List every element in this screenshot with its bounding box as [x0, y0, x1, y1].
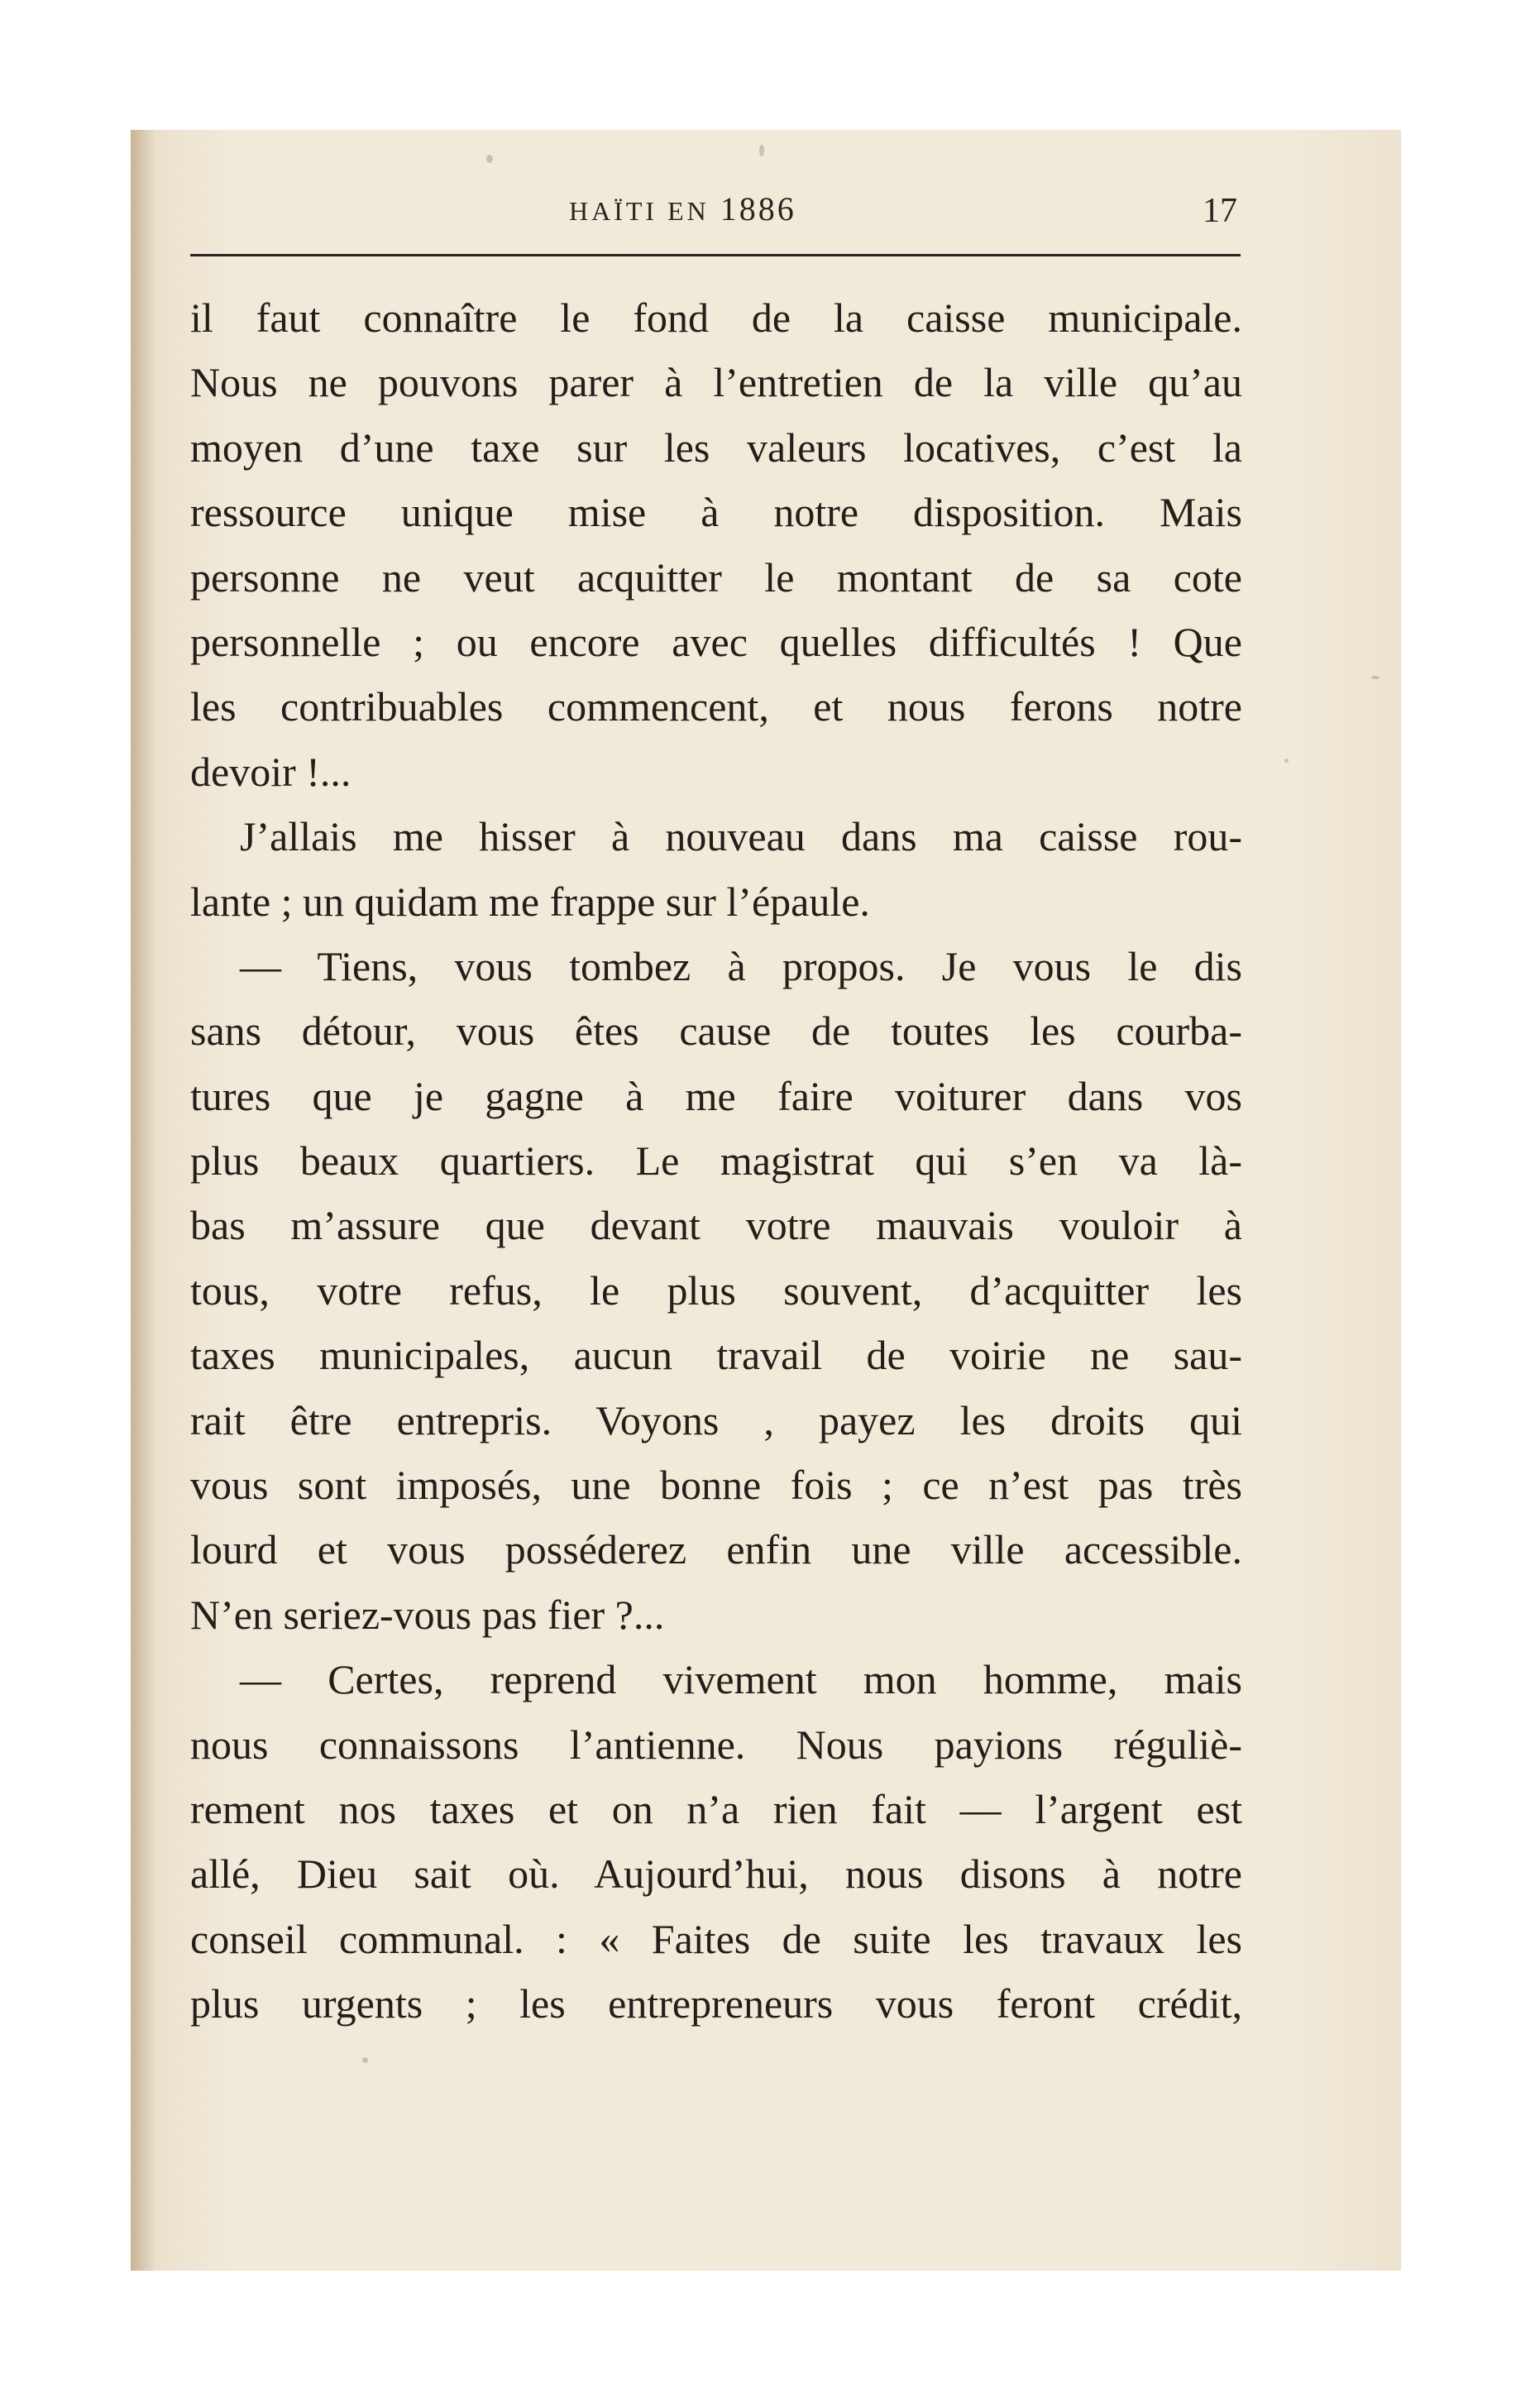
- text-line: — Certes, reprend vivement mon homme, mais: [240, 1656, 1242, 1703]
- text-line: allé, Dieu sait où. Aujourd’hui, nous disons à notre: [190, 1850, 1242, 1898]
- text-line: plus urgents ; les entrepreneurs vous feront crédit,: [190, 1980, 1242, 2027]
- body-text: [190, 285, 1242, 2037]
- running-head: [569, 189, 796, 228]
- paper-speck: [1371, 676, 1380, 679]
- paper-speck: [1284, 759, 1289, 763]
- text-line: bas m’assure que devant votre mauvais vouloir à: [190, 1202, 1242, 1249]
- page-gutter-shadow: [131, 130, 155, 2271]
- text-line: J’allais me hisser à nouveau dans ma caisse rou-: [240, 813, 1242, 860]
- text-line: tures que je gagne à me faire voiturer dans vos: [190, 1072, 1242, 1119]
- text-line: rement nos taxes et on n’a rien fait — l’argent est: [190, 1785, 1242, 1832]
- page-number: 17: [1203, 192, 1237, 230]
- text-line: N’en seriez-vous pas fier ?...: [190, 1591, 665, 1638]
- text-line: vous sont imposés, une bonne fois ; ce n’est pas très: [190, 1462, 1242, 1509]
- text-line: Nous ne pouvons parer à l’entretien de la ville qu’au: [190, 359, 1242, 406]
- text-line: personnelle ; ou encore avec quelles difficultés ! Que: [190, 618, 1242, 665]
- text-line: taxes municipales, aucun travail de voirie ne sau-: [190, 1332, 1242, 1379]
- book-page: [131, 130, 1401, 2271]
- text-line: lante ; un quidam me frappe sur l’épaule.: [190, 878, 870, 925]
- text-line: conseil communal. : « Faites de suite les travaux les: [190, 1915, 1242, 1962]
- text-line: ressource unique mise à notre disposition. Mais: [190, 489, 1242, 536]
- text-line: nous connaissons l’antienne. Nous payions réguliè-: [190, 1721, 1242, 1768]
- text-line: — Tiens, vous tombez à propos. Je vous le dis: [240, 942, 1242, 989]
- page-header: [131, 189, 1401, 239]
- text-line: il faut connaître le fond de la caisse municipale.: [190, 294, 1242, 341]
- text-line: lourd et vous posséderez enfin une ville accessible.: [190, 1526, 1242, 1573]
- paper-speck: [486, 155, 493, 163]
- text-line: les contribuables commencent, et nous ferons notre: [190, 683, 1242, 730]
- text-line: plus beaux quartiers. Le magistrat qui s’en va là-: [190, 1137, 1242, 1185]
- paper-speck: [759, 145, 764, 156]
- text-line: moyen d’une taxe sur les valeurs locatives, c’est la: [190, 424, 1242, 471]
- header-rule: [190, 254, 1241, 256]
- text-line: devoir !...: [190, 748, 351, 795]
- paper-speck: [362, 2057, 368, 2063]
- running-head-year: 1886: [720, 190, 796, 227]
- text-line: personne ne veut acquitter le montant de sa cote: [190, 553, 1242, 601]
- running-head-title: HAÏTI EN: [569, 196, 710, 226]
- text-line: tous, votre refus, le plus souvent, d’acquitter les: [190, 1266, 1242, 1314]
- text-line: rait être entrepris. Voyons , payez les droits qui: [190, 1396, 1242, 1443]
- text-line: sans détour, vous êtes cause de toutes les courba-: [190, 1008, 1242, 1055]
